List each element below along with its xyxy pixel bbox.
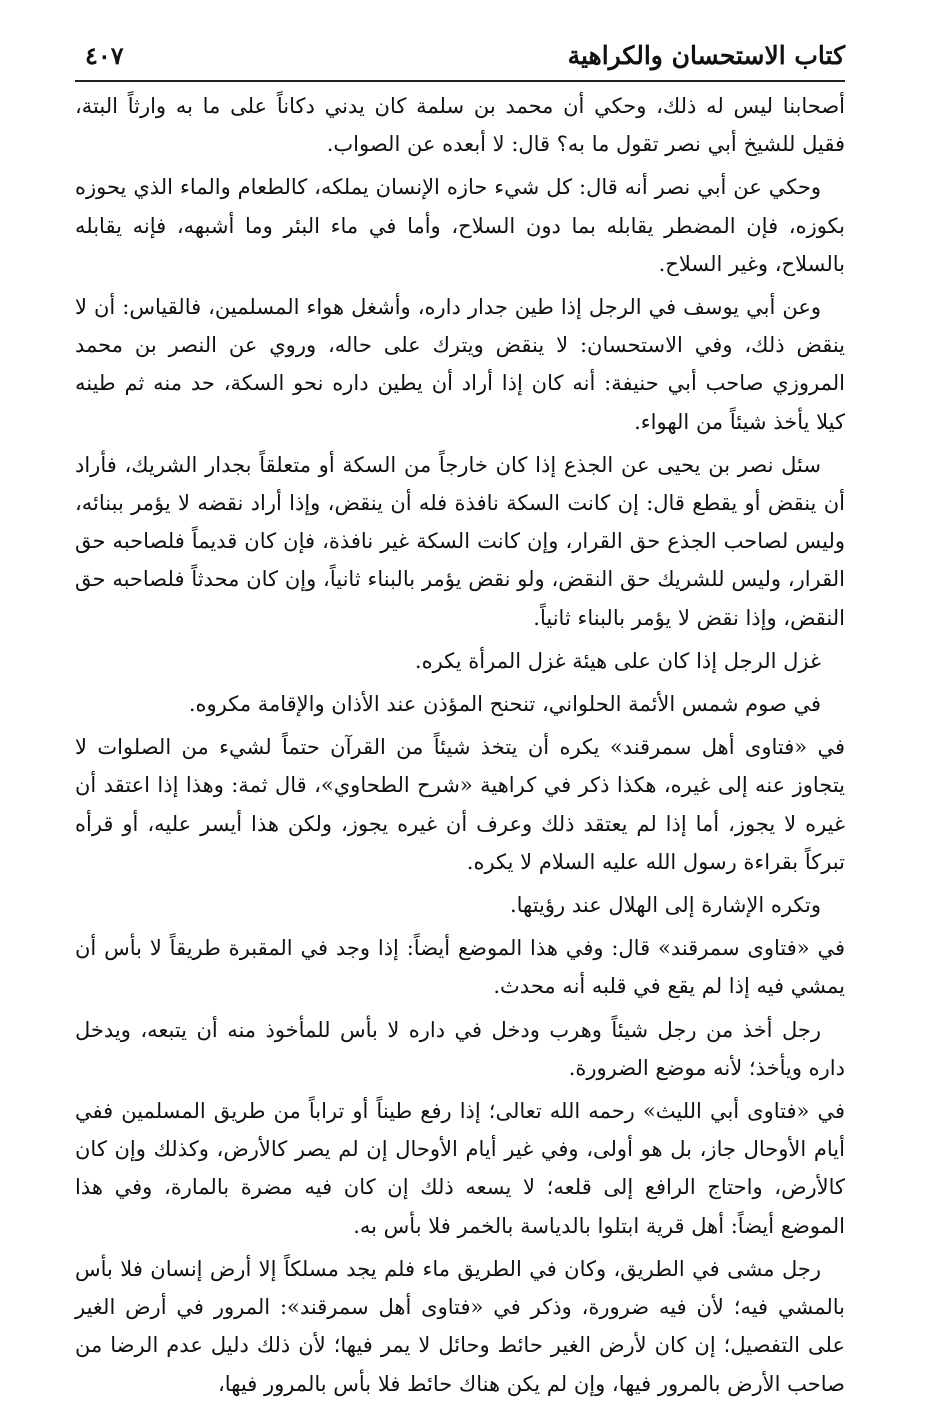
paragraph: سئل نصر بن يحيى عن الجذع إذا كان خارجاً من السكة أو متعلقاً بجدار الشريك، فأراد أن ينقض أو يقطع قال: إن كانت السكة نافذة فله أن ينقض، وإذا أراد نقضه لا يؤمر ببنائه، وليس لصاحب الجذع حق القرار، وإن كانت السكة غير نافذة، فإن كان قديماً فلصاحبه حق القرار، وليس للشريك حق النقض، ولو نقض يؤمر بالبناء ثانياً، وإن كان محدثاً فلصاحبه حق النقض، وإذا نقض لا يؤمر بالبناء ثانياً. (75, 452, 845, 630)
paragraph: في «فتاوى أهل سمرقند» يكره أن يتخذ شيئاً من القرآن حتماً لشيء من الصلوات لا يتجاوز عنه إلى غيره، هكذا ذكر في كراهية «شرح الطحاوي»، قال ثمة: وهذا إذا اعتقد أن غيره لا يجوز، أما إذا لم يعتقد ذلك وعرف أن غيره يجوز، ولكن هذا أيسر عليه، أو قرأه تبركاً بقراءة رسول الله عليه السلام لا يكره. (75, 735, 845, 874)
body-text (75, 87, 845, 1403)
page-header (75, 36, 845, 76)
paragraph: غزل الرجل إذا كان على هيئة غزل المرأة يكره. (414, 648, 821, 673)
paragraph: أصحابنا ليس له ذلك، وحكي أن محمد بن سلمة كان يدني دكاناً على ما به وارثاً البتة، فقيل للشيخ أبي نصر تقول ما به؟ قال: لا أبعده عن الصواب. (75, 94, 845, 157)
paragraph: وعن أبي يوسف في الرجل إذا طين جدار داره، وأشغل هواء المسلمين، فالقياس: أن لا ينقض ذلك، وفي الاستحسان: لا ينقض ويترك على حاله، وروي عن النصر بن محمد المروزي صاحب أبي حنيفة: أنه كان إذا أراد أن يطين داره نحو السكة، حد منه ثم طينه كيلا يأخذ شيئاً من الهواء. (75, 295, 845, 434)
paragraph: رجل أخذ من رجل شيئاً وهرب ودخل في داره لا بأس للمأخوذ منه أن يتبعه، ويدخل داره ويأخذ؛ لأنه موضع الضرورة. (75, 1017, 845, 1080)
page-number: ٤٠٧ (85, 41, 124, 70)
paragraph: رجل مشى في الطريق، وكان في الطريق ماء فلم يجد مسلكاً إلا أرض إنسان فلا بأس بالمشي فيه؛ لأن فيه ضرورة، وذكر في «فتاوى أهل سمرقند»: المرور في أرض الغير على التفصيل؛ إن كان لأرض الغير حائط وحائل لا يمر فيها؛ لأن ذلك دليل عدم الرضا من صاحب الأرض بالمرور فيها، وإن لم يكن هناك حائط فلا بأس بالمرور فيها، (75, 1256, 845, 1396)
paragraph: في «فتاوى أبي الليث» رحمه الله تعالى؛ إذا رفع طيناً أو تراباً من طريق المسلمين ففي أيام الأوحال جاز، بل هو أولى، وفي غير أيام الأوحال إن لم يصر كالأرض، وكذلك وإن كان كالأرض، واحتاج الرافع إلى قلعه؛ لا يسعه ذلك إن كان فيه مضرة بالمارة، وفي هذا الموضع أيضاً: أهل قرية ابتلوا بالدياسة بالخمر فلا بأس به. (75, 1099, 845, 1238)
header-rule (75, 80, 845, 82)
paragraph: وتكره الإشارة إلى الهلال عند رؤيتها. (509, 893, 821, 918)
running-title: كتاب الاستحسان والكراهية (567, 41, 845, 70)
book-page (75, 36, 845, 1396)
paragraph: في صوم شمس الأئمة الحلواني، تنحنح المؤذن عند الأذان والإقامة مكروه. (188, 692, 821, 717)
paragraph: في «فتاوى سمرقند» قال: وفي هذا الموضع أيضاً: إذا وجد في المقبرة طريقاً لا بأس أن يمشي فيه إذا لم يقع في قلبه أنه محدث. (75, 936, 845, 999)
paragraph: وحكي عن أبي نصر أنه قال: كل شيء حازه الإنسان يملكه، كالطعام والماء الذي يحوزه بكوزه، فإن المضطر يقابله بما دون السلاح، وأما في ماء البئر وما أشبهه، فإنه يقابله بالسلاح، وغير السلاح. (75, 175, 845, 276)
